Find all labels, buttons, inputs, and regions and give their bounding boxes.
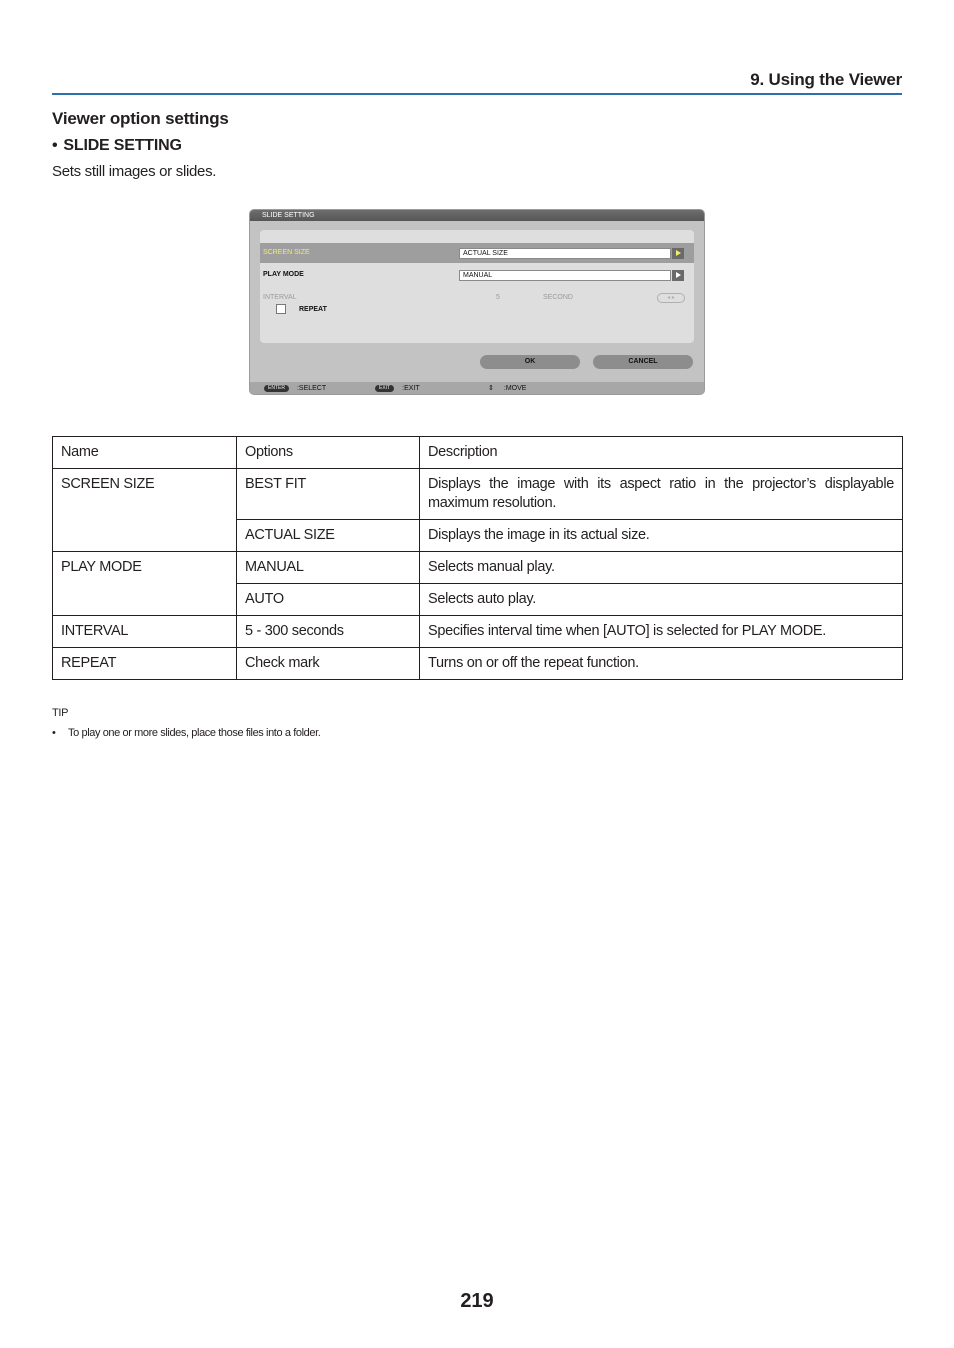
repeat-checkbox[interactable] xyxy=(276,304,286,314)
table-cell-name: REPEAT xyxy=(53,648,237,680)
exit-key-icon: EXIT xyxy=(375,385,394,392)
table-cell-option: Check mark xyxy=(237,648,420,680)
options-table xyxy=(52,436,903,680)
table-cell-description: Selects auto play. xyxy=(420,584,903,616)
footer-select-text: :SELECT xyxy=(296,385,327,392)
play-mode-row[interactable] xyxy=(260,265,694,285)
screen-size-label: SCREEN SIZE xyxy=(263,249,310,256)
slide-setting-dialog xyxy=(249,209,705,395)
table-cell-description: Selects manual play. xyxy=(420,552,903,584)
tip-bullet-icon: • xyxy=(52,727,56,739)
table-cell-option: BEST FIT xyxy=(237,469,420,520)
play-mode-arrow-icon[interactable] xyxy=(672,270,684,281)
table-cell-name: PLAY MODE xyxy=(53,552,237,616)
footer-exit-hint xyxy=(375,384,420,394)
subsection-title xyxy=(52,137,182,155)
table-cell-option: ACTUAL SIZE xyxy=(237,520,420,552)
repeat-label: REPEAT xyxy=(299,306,327,313)
footer-exit-text: :EXIT xyxy=(402,385,420,392)
ok-button[interactable]: OK xyxy=(480,355,580,369)
tip-item xyxy=(52,727,320,739)
table-cell-name: SCREEN SIZE xyxy=(53,469,237,552)
chapter-heading: 9. Using the Viewer xyxy=(750,70,902,89)
table-row xyxy=(53,616,903,648)
cancel-button[interactable]: CANCEL xyxy=(593,355,693,369)
dialog-title: SLIDE SETTING xyxy=(250,210,704,221)
interval-unit: SECOND xyxy=(543,294,573,301)
table-cell-option: 5 - 300 seconds xyxy=(237,616,420,648)
dialog-panel xyxy=(260,230,694,343)
interval-stepper-icon: ◂ ▸ xyxy=(657,293,685,303)
intro-text: Sets still images or slides. xyxy=(52,163,217,180)
section-title: Viewer option settings xyxy=(52,109,229,128)
table-cell-description: Displays the image in its actual size. xyxy=(420,520,903,552)
table-row xyxy=(53,552,903,584)
enter-key-icon: ENTER xyxy=(264,385,289,392)
screen-size-select[interactable]: ACTUAL SIZE xyxy=(459,248,671,259)
screen-size-arrow-icon[interactable] xyxy=(672,248,684,259)
header-rule xyxy=(52,93,902,95)
table-cell-name: INTERVAL xyxy=(53,616,237,648)
table-header-options: Options xyxy=(237,437,420,469)
table-cell-description: Turns on or off the repeat function. xyxy=(420,648,903,680)
updown-arrow-icon: ⇕ xyxy=(488,385,494,392)
interval-value: 5 xyxy=(496,294,500,301)
footer-move-text: :MOVE xyxy=(503,385,527,392)
subsection-title-text: SLIDE SETTING xyxy=(63,137,182,154)
footer-move-hint xyxy=(488,384,526,394)
footer-select-hint xyxy=(264,384,326,394)
table-row xyxy=(53,469,903,520)
page-number: 219 xyxy=(460,1290,494,1312)
table-row xyxy=(53,648,903,680)
tip-text: To play one or more slides, place those files into a folder. xyxy=(68,727,321,739)
table-cell-description: Specifies interval time when [AUTO] is selected for PLAY MODE. xyxy=(420,616,903,648)
table-cell-option: MANUAL xyxy=(237,552,420,584)
table-header-description: Description xyxy=(420,437,903,469)
table-header-row xyxy=(53,437,903,469)
interval-row xyxy=(260,288,694,308)
play-mode-select[interactable]: MANUAL xyxy=(459,270,671,281)
screen-size-row[interactable] xyxy=(260,243,694,263)
interval-label: INTERVAL xyxy=(263,294,297,301)
bullet-icon: • xyxy=(52,137,58,154)
table-cell-option: AUTO xyxy=(237,584,420,616)
play-mode-label: PLAY MODE xyxy=(263,271,304,278)
tip-heading: TIP xyxy=(52,707,69,719)
dialog-footer xyxy=(250,382,704,395)
table-cell-description: Displays the image with its aspect ratio in the projector’s displayable maximum resolution. xyxy=(420,469,903,520)
table-header-name: Name xyxy=(53,437,237,469)
